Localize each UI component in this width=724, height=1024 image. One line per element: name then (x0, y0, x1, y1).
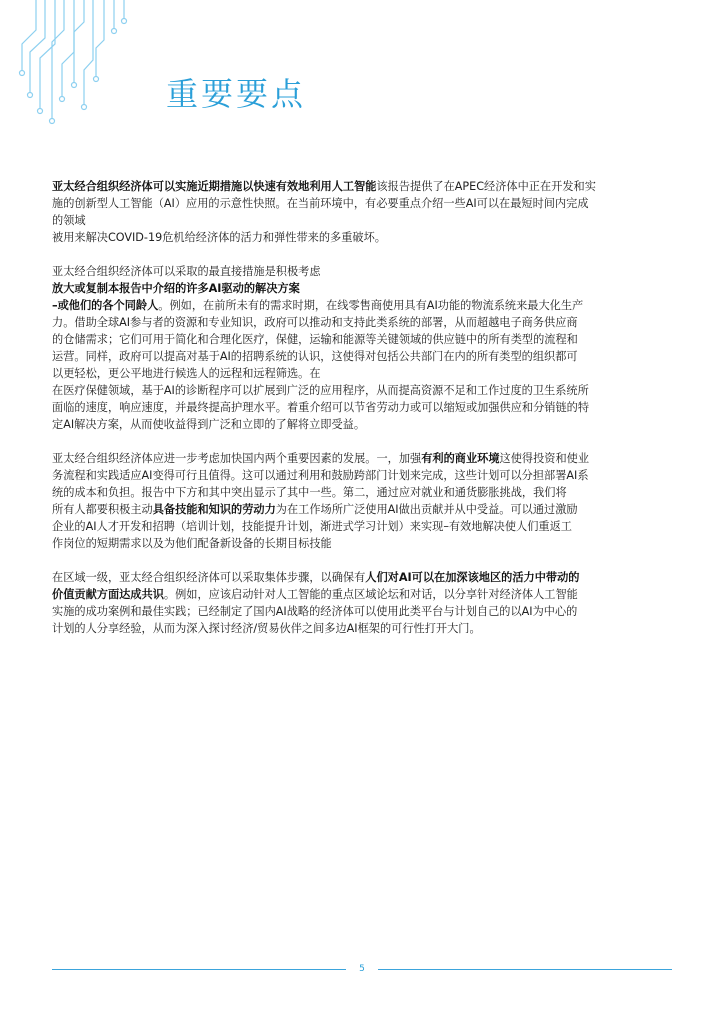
text-line: 力。借助全球AI参与者的资源和专业知识，政府可以推动和支持此类系统的部署，从而超越电子商务供应商 (52, 316, 578, 329)
text-line: 面临的速度，响应速度，并最终提高护理水平。着重介绍可以节省劳动力或可以缩短或加强供应和分销链的特 (52, 401, 590, 414)
paragraph (52, 263, 676, 433)
text-span: 。例如，在前所未有的需求时期，在线零售商使用具有AI功能的物流系统来最大化生产 (158, 299, 584, 312)
text-span: 有利的商业环境 (421, 452, 500, 465)
text-line: 施的创新型人工智能（AI）应用的示意性快照。在当前环境中，有必要重点介绍一些AI可以在最短时间内完成 (52, 197, 589, 210)
text-span: 亚太经合组织经济体应进一步考虑加快国内两个重要因素的发展。一，加强 (52, 452, 422, 465)
paragraph (52, 569, 676, 637)
text-line: 的领域 (52, 214, 86, 227)
body-text (52, 178, 676, 637)
text-line (52, 180, 596, 193)
text-line: 放大或复制本报告中介绍的许多AI驱动的解决方案 (52, 282, 300, 295)
text-line (52, 452, 589, 465)
text-line: 定AI解决方案，从而使收益得到广泛和立即的了解将立即受益。 (52, 418, 366, 431)
text-line: 被用来解决COVID-19危机给经济体的活力和弹性带来的多重破坏。 (52, 231, 386, 244)
text-line: 以更轻松，更公平地进行候选人的远程和远程筛选。在 (52, 367, 321, 380)
paragraph (52, 178, 676, 246)
text-line (52, 503, 578, 516)
text-span: 亚太经合组织经济体可以实施近期措施以快速有效地利用人工智能 (52, 180, 377, 193)
text-line: 实施的成功案例和最佳实践；已经制定了国内AI战略的经济体可以使用此类平台与计划自己的以AI为中心的 (52, 605, 578, 618)
footer-rule-left (52, 969, 346, 970)
paragraph (52, 450, 676, 552)
text-span: 为在工作场所广泛使用AI做出贡献并从中受益。可以通过激励 (275, 503, 578, 516)
footer-rule-right (378, 969, 672, 970)
page-footer (52, 962, 672, 976)
text-line: 计划的人分享经验，从而为深入探讨经济/贸易伙伴之间多边AI框架的可行性打开大门。 (52, 622, 481, 635)
text-line: 务流程和实践适应AI变得可行且值得。这可以通过利用和鼓励跨部门计划来完成，这些计划可以分担部署AI系 (52, 469, 589, 482)
text-span: 该报告提供了在APEC经济体中正在开发和实 (376, 180, 596, 193)
text-line: 企业的AI人才开发和招聘（培训计划，技能提升计划，渐进式学习计划）来实现–有效地解决使人们重返工 (52, 520, 572, 533)
text-line (52, 588, 578, 601)
text-span: 价值贡献方面达成共识 (52, 588, 164, 601)
circuit-lines-icon (0, 0, 170, 130)
text-span: 在区域一级，亚太经合组织经济体可以采取集体步骤，以确保有 (52, 571, 366, 584)
text-line (52, 571, 579, 584)
text-span: 。例如，应该启动针对人工智能的重点区域论坛和对话，以分享针对经济体人工智能 (163, 588, 578, 601)
page-number: 5 (359, 964, 365, 974)
text-span: 人们对AI可以在加深该地区的活力中带动的 (365, 571, 580, 584)
text-line: 的仓储需求；它们可用于简化和合理化医疗，保健，运输和能源等关键领域的供应链中的所有类型的流程和 (52, 333, 578, 346)
page-title: 重要要点 (166, 75, 307, 113)
text-span: –或他们的各个同龄人 (52, 299, 159, 312)
text-span: 所有人都要积极主动 (52, 503, 153, 516)
text-line: 在医疗保健领域，基于AI的诊断程序可以扩展到广泛的应用程序，从而提高资源不足和工作过度的卫生系统所 (52, 384, 589, 397)
text-span: 具备技能和知识的劳动力 (152, 503, 276, 516)
text-line: 运营。同样，政府可以提高对基于AI的招聘系统的认识，这使得对包括公共部门在内的所有类型的组织都可 (52, 350, 578, 363)
text-line: 亚太经合组织经济体可以采取的最直接措施是积极考虑 (52, 265, 321, 278)
text-line (52, 299, 583, 312)
text-line: 作岗位的短期需求以及为他们配备新设备的长期目标技能 (52, 537, 332, 550)
text-span: 这使得投资和使业 (499, 452, 590, 465)
text-line: 统的成本和负担。报告中下方和其中突出显示了其中一些。第二，通过应对就业和通货膨胀挑战，我们将 (52, 486, 567, 499)
